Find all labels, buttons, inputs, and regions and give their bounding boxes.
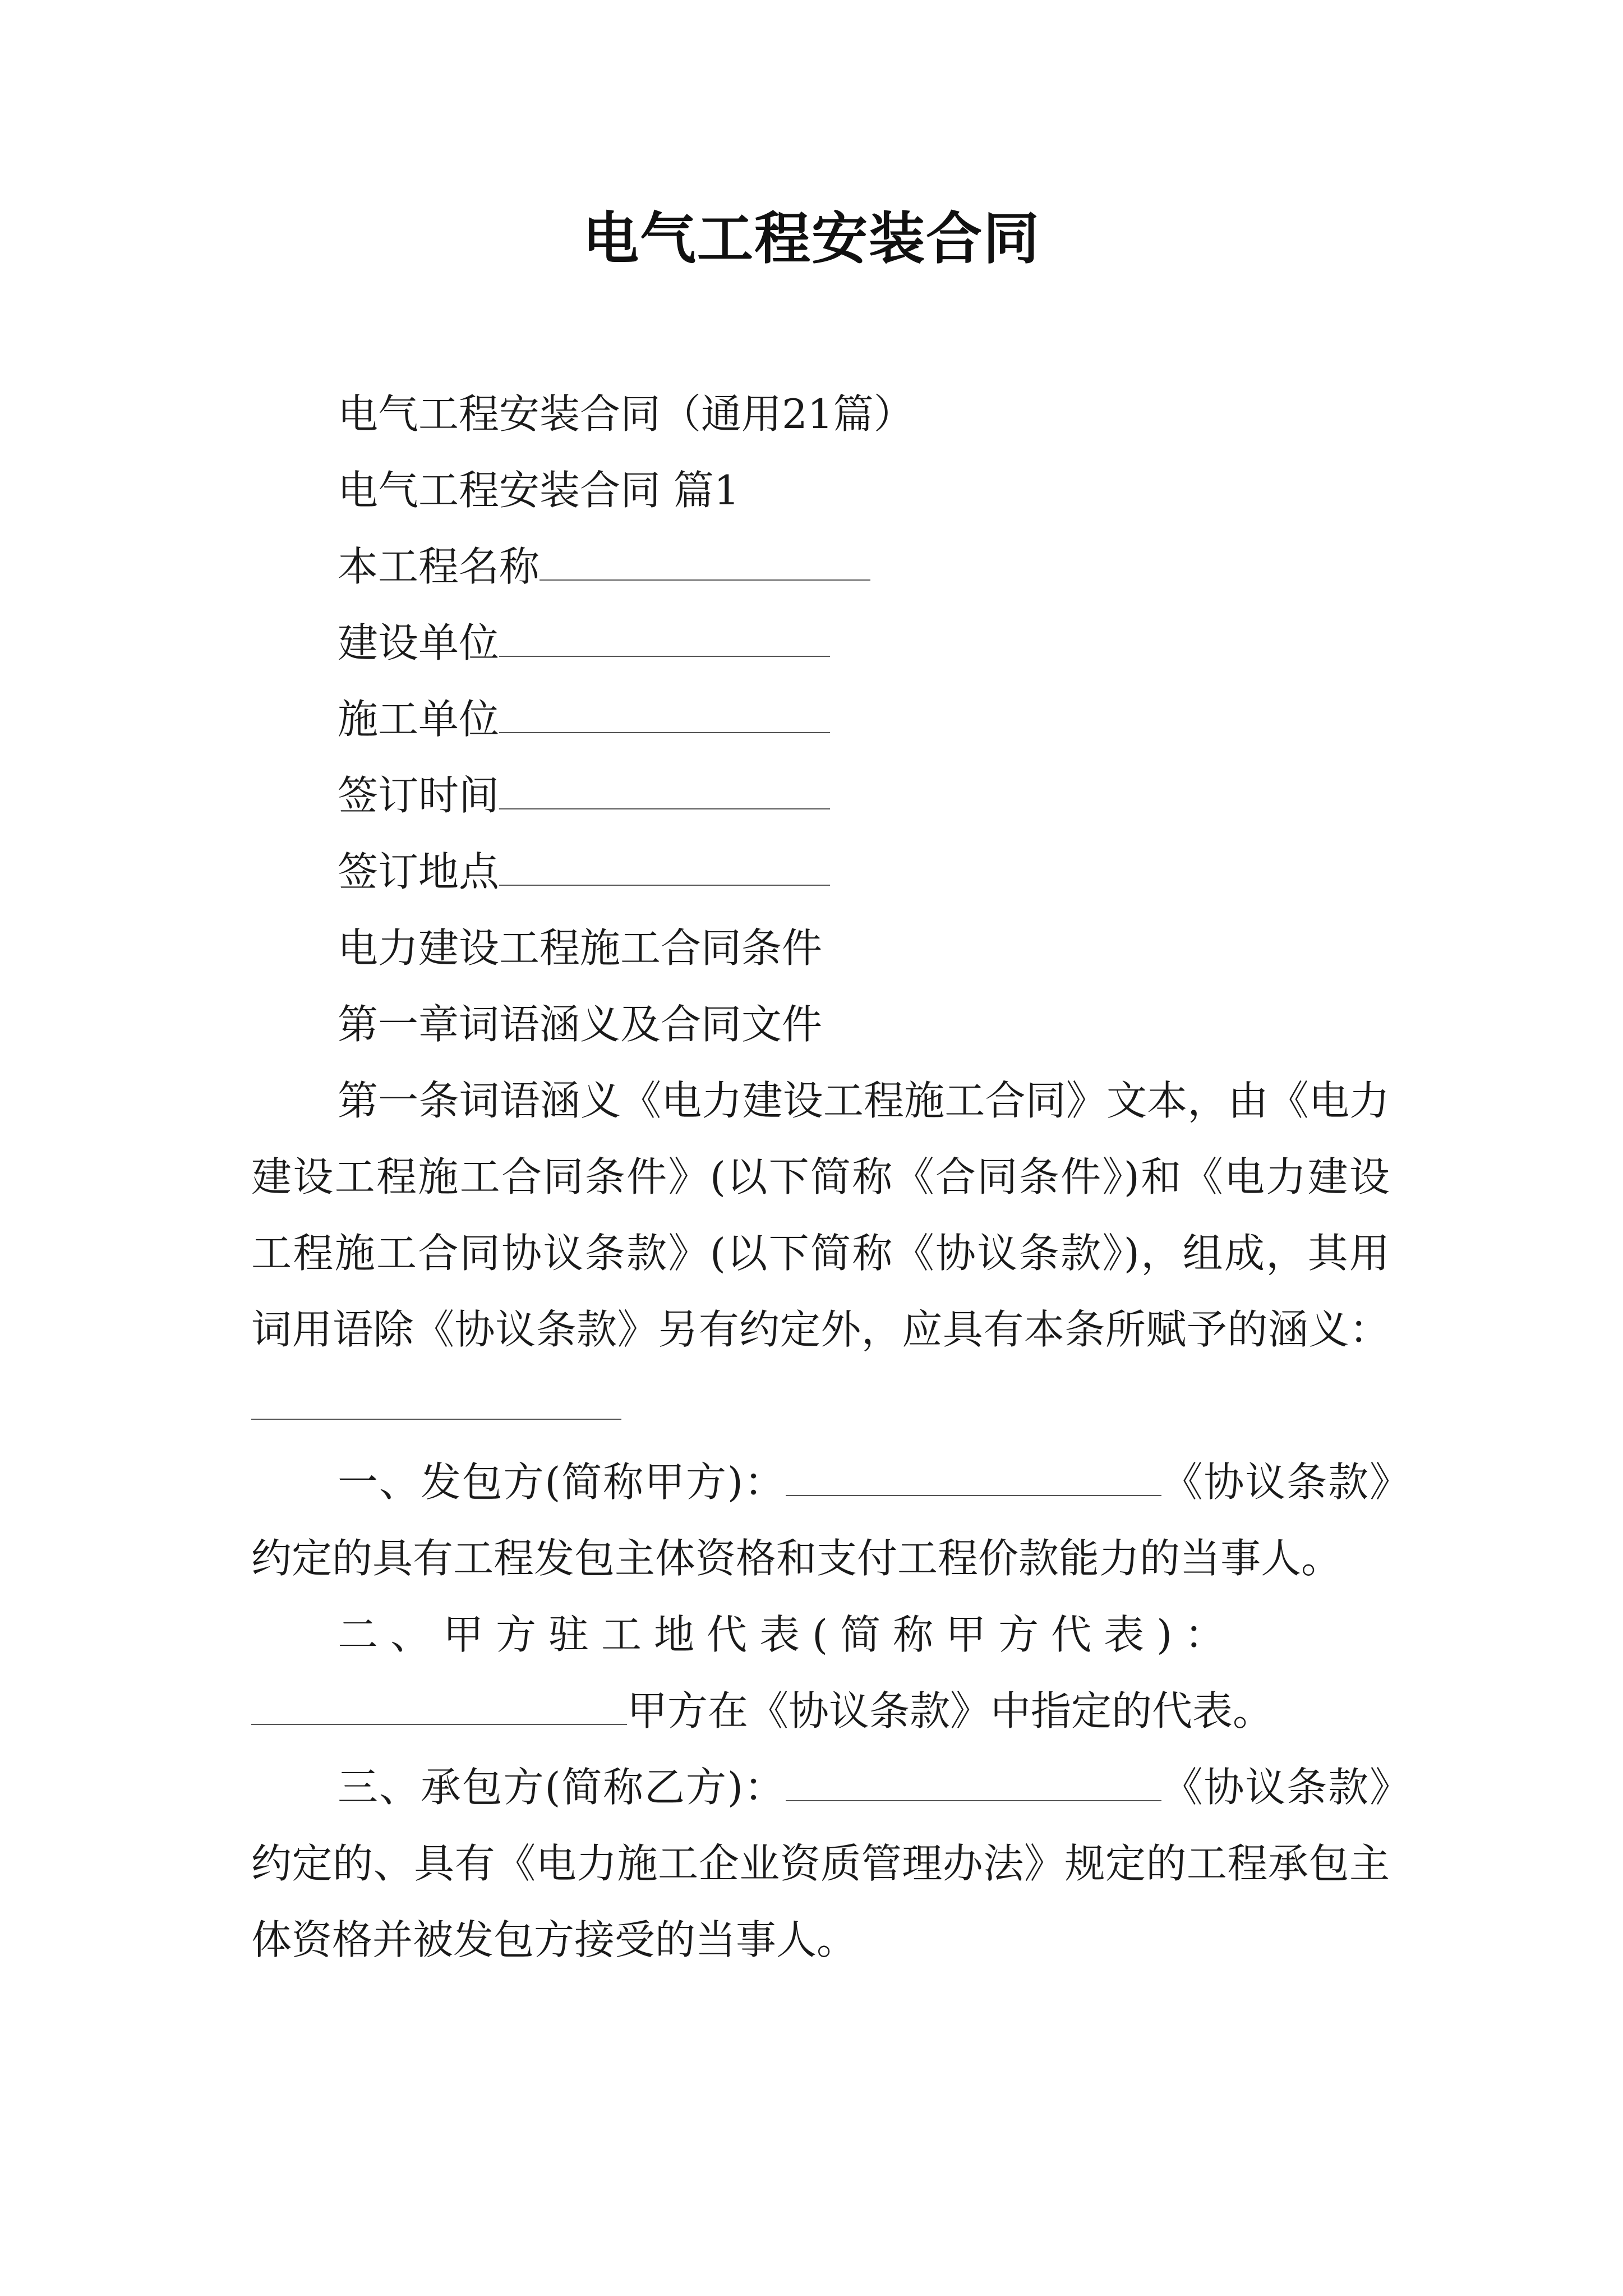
builder-label: 建设单位	[338, 619, 500, 666]
sign-time-line	[251, 757, 1390, 834]
contractor-line	[251, 681, 1390, 757]
document-title: 电气工程安装合同	[583, 205, 1040, 272]
builder-blank	[499, 623, 830, 657]
sign-place-blank	[499, 852, 830, 886]
item-one-blank	[786, 1462, 1161, 1496]
contractor-label: 施工单位	[338, 696, 500, 743]
document-body	[251, 376, 1390, 1978]
item-two-label: 二、甲方驻工地代表(简称甲方代表)：	[338, 1611, 1238, 1658]
project-name-label: 本工程名称	[338, 543, 540, 590]
item-three-paragraph	[251, 1749, 1390, 1978]
item-three-blank	[786, 1768, 1161, 1801]
conditions-heading: 电力建设工程施工合同条件	[338, 924, 823, 972]
clause-one-paragraph	[251, 1062, 1390, 1444]
item-two-label-line	[251, 1596, 1390, 1673]
sign-place-line	[251, 834, 1390, 910]
item-two-blank	[251, 1691, 627, 1725]
item-one-label: 一、发包方(简称甲方)：	[338, 1458, 786, 1506]
contractor-blank	[499, 700, 830, 733]
article-heading: 电气工程安装合同 篇1	[338, 467, 740, 514]
item-three-label: 三、承包方(简称乙方)：	[338, 1764, 786, 1811]
item-two-text-line	[251, 1673, 1390, 1749]
sign-time-label: 签订时间	[338, 772, 500, 819]
subtitle-line: 电气工程安装合同（通用21篇）	[338, 390, 914, 438]
item-one-paragraph	[251, 1444, 1390, 1596]
builder-line	[251, 605, 1390, 681]
project-name-blank	[540, 547, 870, 581]
item-three-text: 《协议条款》约定的、具有《电力施工企业资质管理办法》规定的工程承包主体资格并被发包方接受的当事人。	[251, 1764, 1390, 1963]
clause-one-text: 第一条词语涵义《电力建设工程施工合同》文本，由《电力建设工程施工合同条件》(以下简称《合同条件》)和《电力建设工程施工合同协议条款》(以下简称《协议条款》)，组成，其用词用语除《协议条款》另有约定外，应具有本条所赋予的涵义：	[251, 1077, 1390, 1353]
sign-time-blank	[499, 776, 830, 809]
item-two-text: 甲方在《协议条款》中指定的代表。	[627, 1687, 1274, 1734]
sign-place-label: 签订地点	[338, 848, 500, 895]
chapter-one-heading: 第一章词语涵义及合同文件	[338, 1001, 823, 1048]
project-name-line	[251, 528, 1390, 605]
item-one-text: 《协议条款》约定的具有工程发包主体资格和支付工程价款能力的当事人。	[251, 1458, 1390, 1582]
clause-one-blank	[251, 1386, 621, 1420]
